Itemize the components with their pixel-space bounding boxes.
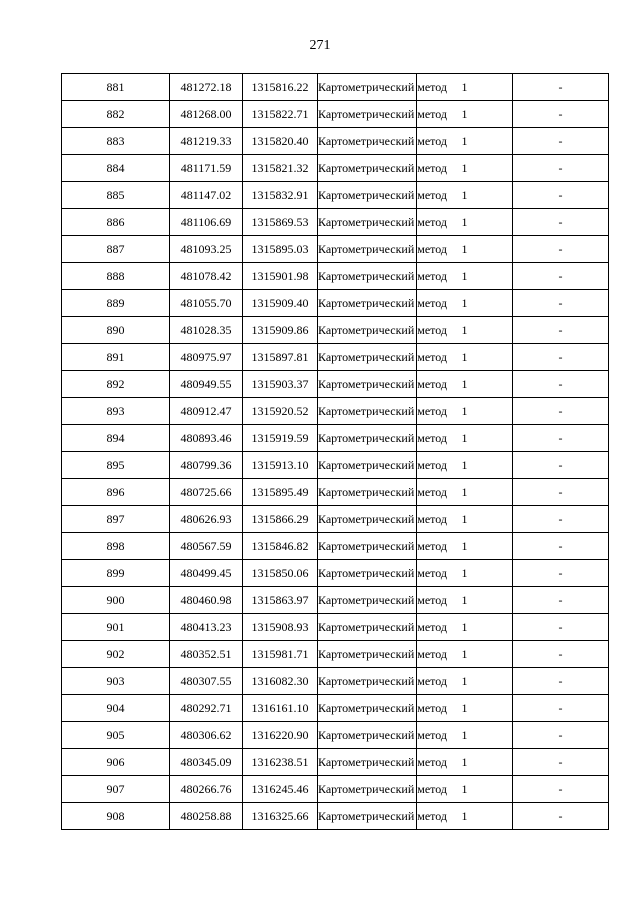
method-cell: Картометрический метод: [318, 695, 417, 722]
accuracy-cell: 1: [417, 614, 513, 641]
point-number-cell: 908: [62, 803, 170, 830]
table-row: [62, 560, 609, 587]
accuracy-cell: 1: [417, 74, 513, 101]
note-cell: -: [513, 398, 609, 425]
y-coordinate-cell: 1315895.49: [243, 479, 318, 506]
method-cell: Картометрический метод: [318, 533, 417, 560]
y-coordinate-cell: 1315920.52: [243, 398, 318, 425]
x-coordinate-cell: 480266.76: [170, 776, 243, 803]
accuracy-cell: 1: [417, 506, 513, 533]
accuracy-cell: 1: [417, 398, 513, 425]
note-cell: -: [513, 803, 609, 830]
point-number-cell: 902: [62, 641, 170, 668]
x-coordinate-cell: 481268.00: [170, 101, 243, 128]
accuracy-cell: 1: [417, 317, 513, 344]
point-number-cell: 895: [62, 452, 170, 479]
table-row: [62, 263, 609, 290]
table-row: [62, 749, 609, 776]
y-coordinate-cell: 1315895.03: [243, 236, 318, 263]
accuracy-cell: 1: [417, 425, 513, 452]
accuracy-cell: 1: [417, 290, 513, 317]
method-cell: Картометрический метод: [318, 425, 417, 452]
y-coordinate-cell: 1315869.53: [243, 209, 318, 236]
method-cell: Картометрический метод: [318, 128, 417, 155]
note-cell: -: [513, 371, 609, 398]
x-coordinate-cell: 481171.59: [170, 155, 243, 182]
x-coordinate-cell: 480626.93: [170, 506, 243, 533]
method-cell: Картометрический метод: [318, 668, 417, 695]
point-number-cell: 900: [62, 587, 170, 614]
y-coordinate-cell: 1315908.93: [243, 614, 318, 641]
point-number-cell: 897: [62, 506, 170, 533]
point-number-cell: 907: [62, 776, 170, 803]
method-cell: Картометрический метод: [318, 74, 417, 101]
page-number: 271: [309, 38, 331, 53]
note-cell: -: [513, 317, 609, 344]
y-coordinate-cell: 1315909.86: [243, 317, 318, 344]
method-cell: Картометрический метод: [318, 209, 417, 236]
table-row: [62, 506, 609, 533]
method-cell: Картометрический метод: [318, 614, 417, 641]
note-cell: -: [513, 425, 609, 452]
table-row: [62, 236, 609, 263]
x-coordinate-cell: 480893.46: [170, 425, 243, 452]
accuracy-cell: 1: [417, 182, 513, 209]
method-cell: Картометрический метод: [318, 452, 417, 479]
table-row: [62, 317, 609, 344]
accuracy-cell: 1: [417, 452, 513, 479]
method-cell: Картометрический метод: [318, 803, 417, 830]
point-number-cell: 901: [62, 614, 170, 641]
accuracy-cell: 1: [417, 344, 513, 371]
y-coordinate-cell: 1315846.82: [243, 533, 318, 560]
note-cell: -: [513, 101, 609, 128]
point-number-cell: 882: [62, 101, 170, 128]
method-cell: Картометрический метод: [318, 155, 417, 182]
y-coordinate-cell: 1315863.97: [243, 587, 318, 614]
x-coordinate-cell: 480258.88: [170, 803, 243, 830]
table-row: [62, 803, 609, 830]
method-cell: Картометрический метод: [318, 236, 417, 263]
accuracy-cell: 1: [417, 560, 513, 587]
method-cell: Картометрический метод: [318, 641, 417, 668]
x-coordinate-cell: 480306.62: [170, 722, 243, 749]
point-number-cell: 896: [62, 479, 170, 506]
x-coordinate-cell: 481078.42: [170, 263, 243, 290]
method-cell: Картометрический метод: [318, 101, 417, 128]
point-number-cell: 889: [62, 290, 170, 317]
x-coordinate-cell: 480307.55: [170, 668, 243, 695]
note-cell: -: [513, 560, 609, 587]
note-cell: -: [513, 776, 609, 803]
point-number-cell: 906: [62, 749, 170, 776]
accuracy-cell: 1: [417, 776, 513, 803]
x-coordinate-cell: 480567.59: [170, 533, 243, 560]
x-coordinate-cell: 480725.66: [170, 479, 243, 506]
method-cell: Картометрический метод: [318, 371, 417, 398]
method-cell: Картометрический метод: [318, 749, 417, 776]
x-coordinate-cell: 480799.36: [170, 452, 243, 479]
note-cell: -: [513, 209, 609, 236]
point-number-cell: 881: [62, 74, 170, 101]
table-row: [62, 668, 609, 695]
point-number-cell: 890: [62, 317, 170, 344]
method-cell: Картометрический метод: [318, 344, 417, 371]
point-number-cell: 888: [62, 263, 170, 290]
table-row: [62, 128, 609, 155]
y-coordinate-cell: 1315981.71: [243, 641, 318, 668]
table-row: [62, 155, 609, 182]
y-coordinate-cell: 1315866.29: [243, 506, 318, 533]
y-coordinate-cell: 1315913.10: [243, 452, 318, 479]
table-row: [62, 74, 609, 101]
y-coordinate-cell: 1315850.06: [243, 560, 318, 587]
accuracy-cell: 1: [417, 695, 513, 722]
note-cell: -: [513, 74, 609, 101]
accuracy-cell: 1: [417, 236, 513, 263]
point-number-cell: 885: [62, 182, 170, 209]
point-number-cell: 891: [62, 344, 170, 371]
table-row: [62, 479, 609, 506]
accuracy-cell: 1: [417, 479, 513, 506]
method-cell: Картометрический метод: [318, 722, 417, 749]
x-coordinate-cell: 481219.33: [170, 128, 243, 155]
x-coordinate-cell: 481106.69: [170, 209, 243, 236]
y-coordinate-cell: 1316238.51: [243, 749, 318, 776]
point-number-cell: 892: [62, 371, 170, 398]
point-number-cell: 883: [62, 128, 170, 155]
method-cell: Картометрический метод: [318, 182, 417, 209]
note-cell: -: [513, 749, 609, 776]
table-row: [62, 533, 609, 560]
accuracy-cell: 1: [417, 641, 513, 668]
point-number-cell: 886: [62, 209, 170, 236]
x-coordinate-cell: 481272.18: [170, 74, 243, 101]
accuracy-cell: 1: [417, 722, 513, 749]
method-cell: Картометрический метод: [318, 506, 417, 533]
y-coordinate-cell: 1315821.32: [243, 155, 318, 182]
accuracy-cell: 1: [417, 155, 513, 182]
x-coordinate-cell: 480345.09: [170, 749, 243, 776]
table-row: [62, 398, 609, 425]
note-cell: -: [513, 668, 609, 695]
note-cell: -: [513, 344, 609, 371]
accuracy-cell: 1: [417, 128, 513, 155]
accuracy-cell: 1: [417, 533, 513, 560]
note-cell: -: [513, 479, 609, 506]
accuracy-cell: 1: [417, 371, 513, 398]
y-coordinate-cell: 1315919.59: [243, 425, 318, 452]
y-coordinate-cell: 1316325.66: [243, 803, 318, 830]
note-cell: -: [513, 290, 609, 317]
y-coordinate-cell: 1315897.81: [243, 344, 318, 371]
method-cell: Картометрический метод: [318, 587, 417, 614]
x-coordinate-cell: 480292.71: [170, 695, 243, 722]
point-number-cell: 894: [62, 425, 170, 452]
x-coordinate-cell: 481028.35: [170, 317, 243, 344]
table-row: [62, 290, 609, 317]
y-coordinate-cell: 1315901.98: [243, 263, 318, 290]
x-coordinate-cell: 480949.55: [170, 371, 243, 398]
x-coordinate-cell: 481147.02: [170, 182, 243, 209]
table-row: [62, 344, 609, 371]
note-cell: -: [513, 506, 609, 533]
point-number-cell: 905: [62, 722, 170, 749]
x-coordinate-cell: 480413.23: [170, 614, 243, 641]
coordinates-table: [61, 73, 609, 830]
table-row: [62, 641, 609, 668]
note-cell: -: [513, 155, 609, 182]
accuracy-cell: 1: [417, 668, 513, 695]
method-cell: Картометрический метод: [318, 290, 417, 317]
note-cell: -: [513, 587, 609, 614]
x-coordinate-cell: 481093.25: [170, 236, 243, 263]
note-cell: -: [513, 263, 609, 290]
accuracy-cell: 1: [417, 209, 513, 236]
y-coordinate-cell: 1315909.40: [243, 290, 318, 317]
x-coordinate-cell: 480499.45: [170, 560, 243, 587]
y-coordinate-cell: 1316220.90: [243, 722, 318, 749]
table-row: [62, 425, 609, 452]
table-row: [62, 776, 609, 803]
table-row: [62, 587, 609, 614]
point-number-cell: 893: [62, 398, 170, 425]
coordinates-table-body: [62, 74, 609, 830]
accuracy-cell: 1: [417, 749, 513, 776]
accuracy-cell: 1: [417, 101, 513, 128]
table-row: [62, 614, 609, 641]
note-cell: -: [513, 614, 609, 641]
y-coordinate-cell: 1316082.30: [243, 668, 318, 695]
y-coordinate-cell: 1315820.40: [243, 128, 318, 155]
table-row: [62, 371, 609, 398]
x-coordinate-cell: 480975.97: [170, 344, 243, 371]
point-number-cell: 904: [62, 695, 170, 722]
y-coordinate-cell: 1315903.37: [243, 371, 318, 398]
table-row: [62, 101, 609, 128]
note-cell: -: [513, 695, 609, 722]
table-row: [62, 452, 609, 479]
point-number-cell: 884: [62, 155, 170, 182]
method-cell: Картометрический метод: [318, 263, 417, 290]
point-number-cell: 898: [62, 533, 170, 560]
accuracy-cell: 1: [417, 587, 513, 614]
point-number-cell: 903: [62, 668, 170, 695]
accuracy-cell: 1: [417, 803, 513, 830]
y-coordinate-cell: 1315832.91: [243, 182, 318, 209]
x-coordinate-cell: 480352.51: [170, 641, 243, 668]
point-number-cell: 899: [62, 560, 170, 587]
method-cell: Картометрический метод: [318, 398, 417, 425]
table-row: [62, 209, 609, 236]
y-coordinate-cell: 1316161.10: [243, 695, 318, 722]
x-coordinate-cell: 480912.47: [170, 398, 243, 425]
table-row: [62, 722, 609, 749]
table-row: [62, 182, 609, 209]
accuracy-cell: 1: [417, 263, 513, 290]
note-cell: -: [513, 641, 609, 668]
y-coordinate-cell: 1315822.71: [243, 101, 318, 128]
method-cell: Картометрический метод: [318, 560, 417, 587]
x-coordinate-cell: 481055.70: [170, 290, 243, 317]
y-coordinate-cell: 1315816.22: [243, 74, 318, 101]
note-cell: -: [513, 452, 609, 479]
method-cell: Картометрический метод: [318, 479, 417, 506]
note-cell: -: [513, 533, 609, 560]
point-number-cell: 887: [62, 236, 170, 263]
x-coordinate-cell: 480460.98: [170, 587, 243, 614]
note-cell: -: [513, 182, 609, 209]
table-row: [62, 695, 609, 722]
y-coordinate-cell: 1316245.46: [243, 776, 318, 803]
method-cell: Картометрический метод: [318, 317, 417, 344]
note-cell: -: [513, 722, 609, 749]
method-cell: Картометрический метод: [318, 776, 417, 803]
note-cell: -: [513, 128, 609, 155]
note-cell: -: [513, 236, 609, 263]
